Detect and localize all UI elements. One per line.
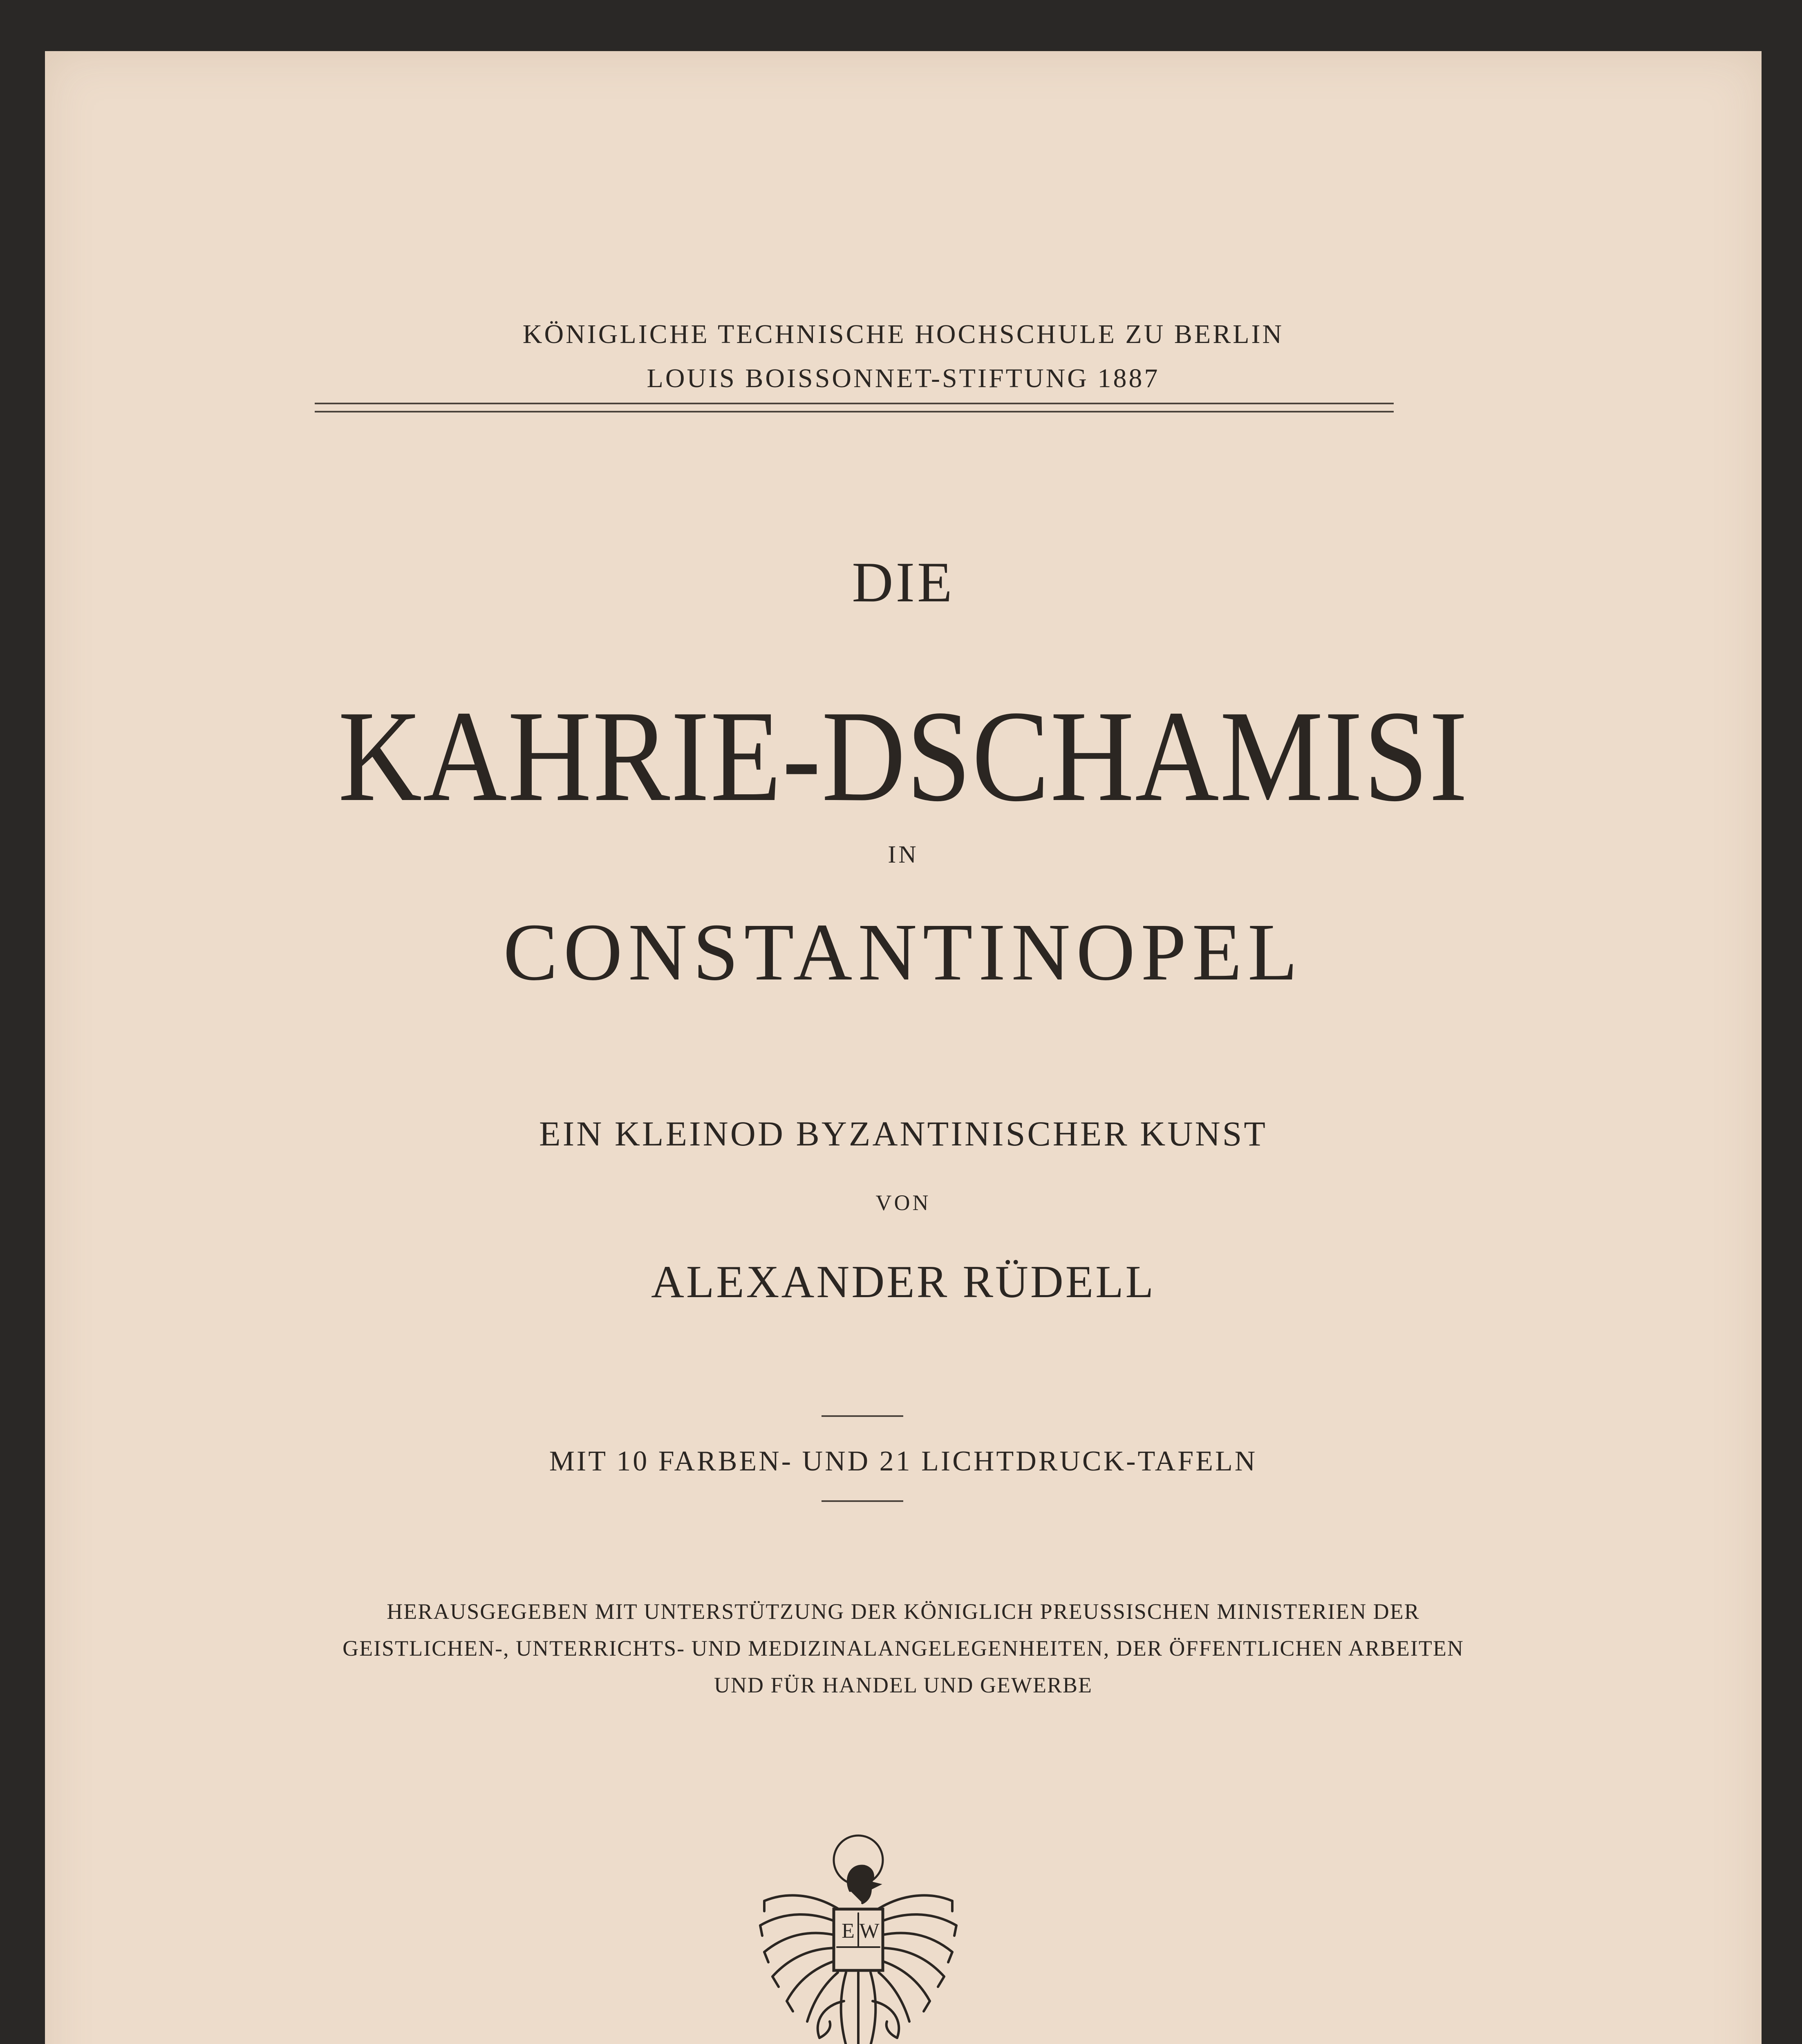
title-article: DIE <box>852 551 955 614</box>
support-line-2: GEISTLICHEN-, UNTERRICHTS- UND MEDIZINALANGELEGENHEITEN, DER ÖFFENTLICHEN ARBEITEN <box>342 1636 1464 1661</box>
eagle-icon <box>748 1829 969 2044</box>
foundation-line: LOUIS BOISSONNET-STIFTUNG 1887 <box>647 363 1160 393</box>
byline-von: VON <box>875 1190 931 1215</box>
plates-bottom-rule <box>822 1500 903 1502</box>
plates-line: MIT 10 FARBEN- UND 21 LICHTDRUCK-TAFELN <box>549 1446 1258 1477</box>
monogram-e: E <box>842 1919 855 1943</box>
place-title: CONSTANTINOPEL <box>503 907 1303 997</box>
header-divider <box>315 403 1394 412</box>
plates-top-rule <box>822 1415 903 1417</box>
support-line-3: UND FÜR HANDEL UND GEWERBE <box>714 1673 1092 1697</box>
institution-line: KÖNIGLICHE TECHNISCHE HOCHSCHULE ZU BERLIN <box>522 319 1284 349</box>
title-page <box>45 51 1762 2044</box>
monogram-w: W <box>859 1919 880 1943</box>
main-title: KAHRIE-DSCHAMISI <box>338 684 1468 829</box>
title-preposition: IN <box>888 841 919 868</box>
support-line-1: HERAUSGEGEBEN MIT UNTERSTÜTZUNG DER KÖNIGLICH PREUSSISCHEN MINISTERIEN DER <box>387 1599 1420 1624</box>
author-name: ALEXANDER RÜDELL <box>651 1257 1156 1307</box>
subtitle: EIN KLEINOD BYZANTINISCHER KUNST <box>539 1114 1267 1153</box>
